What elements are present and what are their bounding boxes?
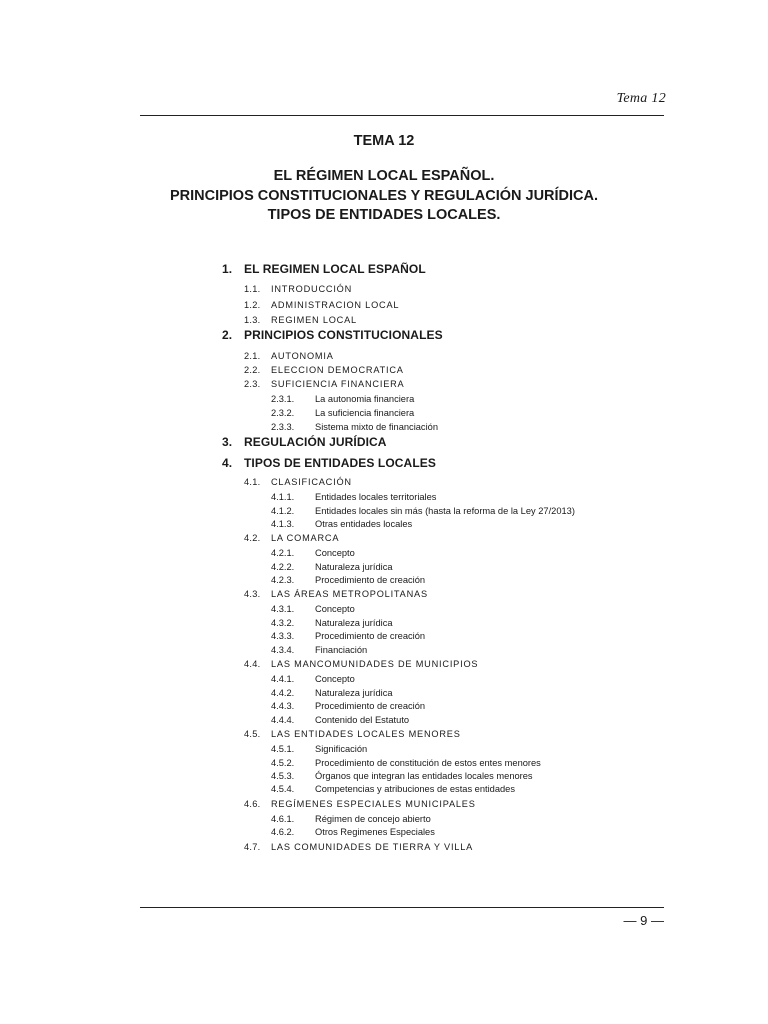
toc-entry-text: Procedimiento de creación [315,701,426,711]
toc-entry-level-3 [271,548,355,558]
toc-entry-level-3 [271,394,414,404]
toc-entry-level-3 [271,827,435,837]
toc-entry-level-3 [271,519,412,529]
toc-entry-text: Naturaleza jurídica [315,562,393,572]
toc-entry-number: 4.4.2. [271,688,295,698]
toc-entry-level-3 [271,562,393,572]
toc-entry-number: 4.1. [244,477,261,487]
toc-entry-text: Significación [315,744,368,754]
toc-entry-text: Sistema mixto de financiación [315,422,438,432]
document-title [0,167,768,226]
toc-entry-text: Concepto [315,674,355,684]
toc-entry-number: 4.4. [244,659,261,669]
toc-entry-text: Contenido del Estatuto [315,715,410,725]
toc-entry-level-2 [244,300,399,310]
toc-entry-text: SUFICIENCIA FINANCIERA [271,379,405,389]
toc-entry-number: 1.1. [244,284,261,294]
toc-entry-number: 4.2.1. [271,548,295,558]
toc-entry-number: 4.3.3. [271,631,295,641]
toc-entry-level-2 [244,477,352,487]
toc-entry-number: 4.5.2. [271,758,295,768]
toc-entry-level-3 [271,674,355,684]
toc-entry-number: 4.2.2. [271,562,295,572]
toc-entry-level-3 [271,814,431,824]
footer-rule [140,907,664,908]
toc-entry-text: REGÍMENES ESPECIALES MUNICIPALES [271,799,476,809]
toc-entry-number: 4.2. [244,533,261,543]
toc-entry-number: 4.4.4. [271,715,295,725]
toc-entry-text: INTRODUCCIÓN [271,284,353,294]
toc-entry-text: Naturaleza jurídica [315,618,393,628]
toc-entry-number: 4. [222,456,233,470]
toc-entry-level-3 [271,688,393,698]
toc-entry-level-2 [244,799,476,809]
toc-entry-level-3 [271,715,409,725]
toc-entry-text: ELECCION DEMOCRATICA [271,365,404,375]
toc-entry-number: 1. [222,262,233,276]
toc-entry-level-2 [244,315,357,325]
toc-entry-number: 4.5.1. [271,744,295,754]
toc-entry-level-2 [244,365,404,375]
toc-entry-level-3 [271,631,425,641]
toc-entry-number: 4.2.3. [271,575,295,585]
toc-entry-level-2 [244,284,352,294]
toc-entry-level-3 [271,408,414,418]
toc-entry-level-3 [271,604,355,614]
toc-entry-level-3 [271,784,515,794]
toc-entry-text: CLASIFICACIÓN [271,477,352,487]
toc-entry-level-1 [222,435,387,449]
toc-entry-level-3 [271,575,425,585]
toc-entry-text: LAS MANCOMUNIDADES DE MUNICIPIOS [271,659,479,669]
toc-entry-text: LAS COMUNIDADES DE TIERRA Y VILLA [271,842,474,852]
toc-entry-number: 4.3.4. [271,645,295,655]
toc-entry-level-1 [222,456,436,470]
toc-entry-text: Otras entidades locales [315,519,413,529]
toc-entry-level-3 [271,506,575,516]
toc-entry-number: 4.7. [244,842,261,852]
toc-entry-level-2 [244,729,461,739]
toc-entry-text: REGIMEN LOCAL [271,315,357,325]
toc-entry-text: Concepto [315,548,355,558]
toc-entry-number: 4.4.3. [271,701,295,711]
toc-entry-text: REGULACIÓN JURÍDICA [244,435,387,449]
toc-entry-number: 4.3.2. [271,618,295,628]
toc-entry-number: 4.5.4. [271,784,295,794]
title-line: PRINCIPIOS CONSTITUCIONALES Y REGULACIÓN JURÍDICA. [169,187,599,204]
toc-entry-number: 2.3.2. [271,408,295,418]
title-line: TIPOS DE ENTIDADES LOCALES. [267,207,501,223]
header-rule [140,115,664,116]
toc-entry-level-3 [271,645,367,655]
toc-entry-text: Competencias y atribuciones de estas entidades [315,784,516,794]
toc-entry-level-2 [244,842,473,852]
running-head-title: Tema 12 [616,91,666,106]
toc-entry-text: Concepto [315,604,355,614]
page-number: — 9 — [623,913,664,928]
toc-entry-level-3 [271,744,367,754]
toc-entry-text: AUTONOMIA [271,351,334,361]
toc-entry-text: Naturaleza jurídica [315,688,393,698]
toc-entry-number: 1.3. [244,315,261,325]
toc-entry-text: LA COMARCA [271,533,340,543]
toc-entry-level-1 [222,262,426,276]
toc-entry-number: 4.3.1. [271,604,295,614]
toc-entry-number: 4.1.2. [271,506,295,516]
toc-entry-text: Órganos que integran las entidades locales menores [315,771,533,781]
toc-entry-text: EL REGIMEN LOCAL ESPAÑOL [244,262,426,276]
toc-entry-number: 2.3.3. [271,422,295,432]
toc-entry-level-2 [244,589,428,599]
toc-entry-level-3 [271,758,541,768]
toc-entry-text: La autonomia financiera [315,394,415,404]
toc-entry-level-1 [222,328,443,342]
toc-entry-number: 4.6.1. [271,814,295,824]
toc-entry-level-3 [271,422,438,432]
toc-entry-level-3 [271,701,425,711]
toc-entry-text: PRINCIPIOS CONSTITUCIONALES [244,328,443,342]
toc-entry-text: ADMINISTRACION LOCAL [271,300,400,310]
toc-entry-text: LAS ENTIDADES LOCALES MENORES [271,729,461,739]
toc-entry-number: 4.1.1. [271,492,295,502]
toc-entry-number: 2.2. [244,365,261,375]
toc-entry-number: 2.1. [244,351,261,361]
toc-entry-number: 4.5.3. [271,771,295,781]
toc-entry-number: 1.2. [244,300,261,310]
toc-entry-number: 4.1.3. [271,519,295,529]
toc-entry-level-2 [244,533,339,543]
toc-entry-level-2 [244,659,478,669]
toc-entry-level-3 [271,618,393,628]
toc-entry-number: 2.3.1. [271,394,295,404]
toc-entry-number: 4.4.1. [271,674,295,684]
toc-entry-number: 4.3. [244,589,261,599]
toc-entry-level-2 [244,379,404,389]
toc-entry-text: TIPOS DE ENTIDADES LOCALES [244,456,436,470]
toc-entry-text: Procedimiento de creación [315,631,426,641]
toc-entry-text: La suficiencia financiera [315,408,415,418]
toc-entry-number: 4.6. [244,799,261,809]
toc-entry-text: Financiación [315,645,368,655]
toc-entry-text: Entidades locales territoriales [315,492,437,502]
toc-entry-number: 2.3. [244,379,261,389]
toc-entry-number: 4.5. [244,729,261,739]
toc-entry-level-3 [271,492,436,502]
tema-label: TEMA 12 [353,133,415,149]
toc-entry-text: LAS ÁREAS METROPOLITANAS [271,589,428,599]
toc-entry-level-3 [271,771,533,781]
toc-entry-text: Procedimiento de creación [315,575,426,585]
toc-entry-text: Régimen de concejo abierto [315,814,431,824]
toc-entry-text: Procedimiento de constitución de estos entes menores [315,758,541,768]
toc-entry-level-2 [244,351,334,361]
toc-entry-number: 2. [222,328,233,342]
title-line: EL RÉGIMEN LOCAL ESPAÑOL. [273,168,495,184]
toc-entry-number: 3. [222,435,233,449]
toc-entry-text: Otros Regimenes Especiales [315,827,435,837]
toc-entry-number: 4.6.2. [271,827,295,837]
toc-entry-text: Entidades locales sin más (hasta la reforma de la Ley 27/2013) [315,506,575,516]
